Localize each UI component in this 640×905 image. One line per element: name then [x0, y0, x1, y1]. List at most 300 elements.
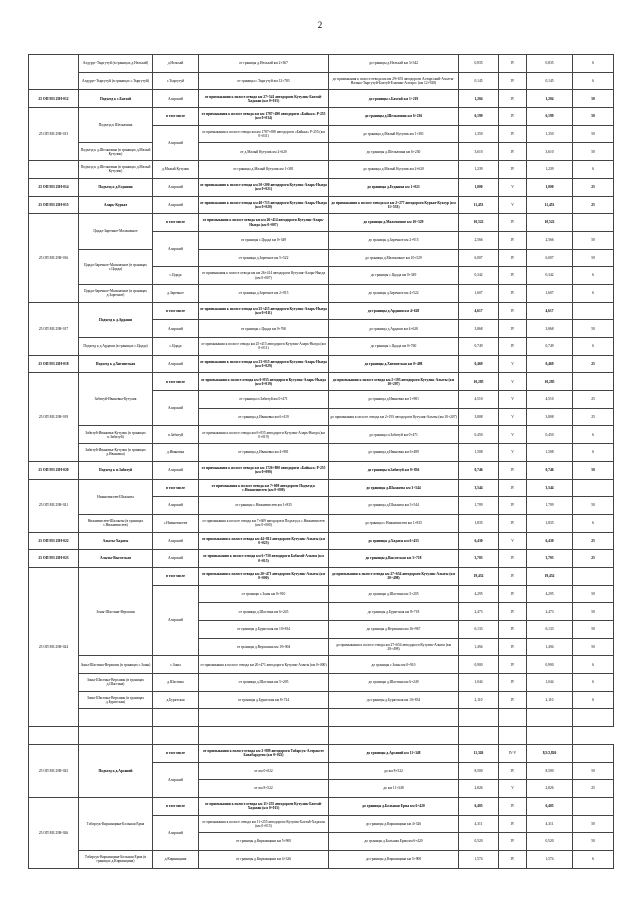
table-cell: до границы д.Киркинцина км 5+900: [329, 850, 459, 868]
table-cell: 6,007: [459, 249, 499, 267]
table-row: [29, 709, 614, 727]
table-cell: до границы д.Шелкачина км 6+230: [329, 143, 459, 161]
table-cell: до границы д.Егдашна км 1+021: [329, 178, 459, 196]
table-cell: IV: [499, 656, 527, 674]
table-cell: V: [499, 532, 527, 550]
table-row: [29, 426, 614, 444]
table-cell: от примыкания к полосе отвода км 20+471 автодороги Кутулик-Алыты (км 0+000): [199, 567, 329, 585]
table-cell: 25 ОП МЗ 25Н-026: [29, 797, 79, 868]
table-row: [29, 214, 614, 232]
table-cell: 2,826: [527, 780, 573, 798]
table-cell: до границы д.Ардаши км 4+628: [329, 302, 459, 320]
table-cell: 50: [573, 621, 614, 639]
table-cell: 1,508: [527, 444, 573, 462]
table-cell: 6,430: [459, 532, 499, 550]
table-cell: от границы д.Малый Кутулик км 1+381: [199, 161, 329, 179]
table-cell: 8,500: [527, 762, 573, 780]
table-cell: до границы д.Высотская км 3+718: [329, 550, 459, 568]
table-cell: 3,544: [459, 479, 499, 497]
table-cell: Табарсук-Киркинцина-Большая Ерма: [79, 797, 153, 850]
table-cell: 50: [573, 638, 614, 656]
table-cell: Зоны-Шастина-Верхшин (в границах с.Зоны): [79, 656, 153, 674]
table-cell: IV: [499, 249, 527, 267]
table-cell: до границы д.Шелкачина км 6+236: [329, 108, 459, 126]
table-cell: до примыкания к полосе отвода км 2+193 автодороги Кутулик-Алыты (км 10+207): [329, 408, 459, 426]
table-cell: 2,473: [459, 603, 499, 621]
table-cell: V: [499, 355, 527, 373]
table-cell: от границы д.Шастина км 5+205: [199, 674, 329, 692]
table-cell: от примыкания к полосе отвода км 7+609 автодороги Подъезд к с.Нижнеиисеев (км 0+000): [199, 514, 329, 532]
table-cell: 1,574: [459, 850, 499, 868]
table-cell: 2,566: [527, 231, 573, 249]
table-cell: д.Бурятская: [153, 691, 199, 709]
table-cell: 2,473: [527, 603, 573, 621]
table-cell: 25: [573, 780, 614, 798]
table-cell: Аларский: [153, 90, 199, 108]
table-cell: 25: [573, 408, 614, 426]
table-cell: Аларский: [153, 532, 199, 550]
table-cell: 6,133: [459, 621, 499, 639]
table-cell: [153, 727, 199, 745]
table-cell: от границы д.Киркинцина км 5+900: [199, 833, 329, 851]
table-cell: 50: [573, 815, 614, 833]
table-cell: Аларский: [153, 355, 199, 373]
table-cell: д.Ивановка: [153, 444, 199, 462]
table-cell: от границы д.Верхшина км 19+004: [199, 638, 329, 656]
table-cell: 50: [573, 143, 614, 161]
table-cell: 50: [573, 249, 614, 267]
table-cell: 2,110: [527, 691, 573, 709]
table-cell: [573, 744, 614, 762]
table-cell: 25 ОП МЗ 25Н-013: [29, 108, 79, 161]
table-cell: [573, 797, 614, 815]
table-cell: от примыкания к полосе отвода км 25+415 автодороги Кутулик-Аларь-Ныгда (км 0+011): [199, 302, 329, 320]
table-cell: д.Киркинцина: [153, 850, 199, 868]
table-cell: до границы д.Шаланты км 3+544: [329, 479, 459, 497]
table-cell: от км 8+522: [199, 780, 329, 798]
roads-table: [28, 54, 614, 869]
table-cell: 1,000: [459, 178, 499, 196]
table-cell: с.Зоны: [153, 656, 199, 674]
table-cell: от границы д.Ивановка км 6+419: [199, 408, 329, 426]
table-cell: 0,749: [527, 338, 573, 356]
table-cell: от примыкания к полосе отвода км 44+812 автодороги Кутулик-Алыты (км 0+025): [199, 532, 329, 550]
table-cell: от границы д.Бурятская км 8+724: [199, 691, 329, 709]
table-cell: 0,520: [459, 833, 499, 851]
table-cell: 0,520: [527, 833, 573, 851]
table-cell: в том числе: [153, 797, 199, 815]
table-cell: до границы д.Бурятская км 10+834: [329, 691, 459, 709]
table-cell: Аларский: [153, 196, 199, 214]
table-cell: до границы д.Заречное км 2+915: [329, 231, 459, 249]
table-cell: Аларский: [153, 391, 199, 426]
table-cell: до границы д.Ивановка км 6+489: [329, 444, 459, 462]
table-cell: IV: [499, 833, 527, 851]
table-cell: от примыкания к полосе отвода км 20+471 автодороги Кутулик-Алыты (км 0+000): [199, 656, 329, 674]
table-cell: 1,044: [459, 674, 499, 692]
table-cell: 3,544: [527, 479, 573, 497]
table-row: [29, 90, 614, 108]
table-cell: 0,900: [459, 656, 499, 674]
table-cell: от примыкания к полосе отвода км 50+200 автодороги Кутулик-Аларь-Ныгда (км 0+021): [199, 178, 329, 196]
table-cell: 50: [573, 320, 614, 338]
table-row: [29, 850, 614, 868]
table-cell: 6: [573, 691, 614, 709]
table-cell: 25 ОП МЗ 25Н-020: [29, 461, 79, 479]
table-cell: до границы с.Ццада км 0+349: [329, 267, 459, 285]
table-cell: 6: [573, 850, 614, 868]
table-cell: [29, 161, 79, 179]
table-cell: от границы с.Зоны км 0+910: [199, 585, 329, 603]
table-cell: 6,430: [527, 532, 573, 550]
table-cell: 10,522: [459, 214, 499, 232]
table-cell: IV: [499, 550, 527, 568]
table-cell: 6,199: [527, 108, 573, 126]
table-cell: от границы д.Заречное км 5+522: [199, 249, 329, 267]
table-cell: [573, 214, 614, 232]
table-cell: 1,204: [459, 90, 499, 108]
table-cell: от границы д.Шастина км 6+245: [199, 603, 329, 621]
table-row: [29, 143, 614, 161]
table-cell: [153, 709, 199, 727]
table-cell: 25: [573, 196, 614, 214]
table-cell: 2,110: [459, 691, 499, 709]
table-cell: 0,450: [459, 426, 499, 444]
table-cell: Подъезд к с.Бахтай: [79, 90, 153, 108]
table-cell: Алыты-Высотская: [79, 550, 153, 568]
table-row: [29, 550, 614, 568]
table-cell: в том числе: [153, 108, 199, 126]
table-row: [29, 479, 614, 497]
table-cell: 1,607: [459, 284, 499, 302]
table-cell: [459, 709, 499, 727]
table-cell: 25 ОП МЗ 25Н-021: [29, 479, 79, 532]
table-row: [29, 744, 614, 762]
table-cell: 6,405: [459, 797, 499, 815]
table-cell: 25 ОП МЗ 25Н-016: [29, 214, 79, 302]
table-cell: 1,204: [527, 90, 573, 108]
table-cell: от примыкания к полосе отвода км км 26+414 автодороги Кутулик-Аларь-Ныгда (км 0+007): [199, 267, 329, 285]
table-cell: 3,703: [459, 550, 499, 568]
table-cell: 4,295: [459, 585, 499, 603]
table-cell: 50: [573, 833, 614, 851]
table-cell: 0,749: [459, 338, 499, 356]
table-cell: от примыкания к полосе отвода км 40+713 автодороги Кутулик-Аларь-Ныгда (км 0+020): [199, 196, 329, 214]
table-cell: до границы д.Шастина км 6+249: [329, 674, 459, 692]
table-cell: 3,703: [527, 550, 573, 568]
table-cell: Нижнеиисеев-Шаланты (в границах с.Нижнеиисеев): [79, 514, 153, 532]
table-cell: до границы д.Мальчачное км 10+529: [329, 249, 459, 267]
table-cell: 25 ОП МЗ 25Н-012: [29, 90, 79, 108]
table-cell: от границы п.Забитуй км 0+471: [199, 391, 329, 409]
table-cell: от примыкания к полосе отвода км 6+055 автодороги Кутулик-Аларь-Ныгда (км 0+019): [199, 373, 329, 391]
table-cell: Алдуруг-Тыргутуй (в границах д.Нельхай): [79, 55, 153, 73]
table-cell: до границы д.Мальчачное км 10+529: [329, 214, 459, 232]
table-cell: 50: [573, 461, 614, 479]
table-cell: 1,239: [527, 161, 573, 179]
table-cell: до границы с.Ццада км 0+760: [329, 338, 459, 356]
table-cell: Аларский: [153, 231, 199, 266]
table-cell: [29, 55, 79, 90]
table-cell: 0,469: [527, 355, 573, 373]
table-cell: Подъезд к Шелкачина: [79, 108, 153, 143]
table-row: [29, 691, 614, 709]
table-cell: 6: [573, 55, 614, 73]
table-cell: Алыты-Хадаты: [79, 532, 153, 550]
table-cell: 2,566: [459, 231, 499, 249]
table-cell: IV: [499, 850, 527, 868]
table-cell: IV: [499, 815, 527, 833]
table-cell: до границы д.Нельхай км 3+342: [329, 55, 459, 73]
table-cell: 1,000: [527, 178, 573, 196]
table-row: [29, 108, 614, 126]
table-cell: 10,285: [527, 373, 573, 391]
table-cell: 3,610: [527, 143, 573, 161]
table-cell: от примыкания к полосе отвода км км 1726+800 автодороги «Байкал» Р-255 (км 0+090): [199, 461, 329, 479]
table-cell: IV: [499, 585, 527, 603]
table-cell: от примыкания к полосе отвода км км 26+414 автодороги Кутулик-Аларь-Ныгда (км 0+007): [199, 214, 329, 232]
table-cell: до км 8+522: [329, 762, 459, 780]
table-cell: 25 ОП МЗ 25Н-022: [29, 532, 79, 550]
table-cell: V: [499, 408, 527, 426]
table-cell: до примыкания к полосе отвода км 27+654 автодороги Кутулик-Алыты (км 20+498): [329, 567, 459, 585]
table-cell: IV: [499, 90, 527, 108]
table-cell: Алдуруг-Тыргутуй (в границах с.Тыргутуй): [79, 72, 153, 90]
table-cell: от примыкания к полосе отвода км 25+415 автодороги Кутулик-Аларь-Ныгда (км 0+011): [199, 338, 329, 356]
table-cell: V: [499, 426, 527, 444]
table-cell: до границы д.Шаланты км 3+544: [329, 497, 459, 515]
table-cell: IV: [499, 143, 527, 161]
table-cell: до примыкания к полосе отвода км км 29+653 автодороги Алтарсский-Ахолты-Налько-Тыргутуй-Бахтуй-Елаенко-Алтарсс (км 12+928): [329, 72, 459, 90]
table-row: [29, 727, 614, 745]
table-cell: [527, 727, 573, 745]
table-cell: IV: [499, 284, 527, 302]
table-cell: 0,469: [459, 355, 499, 373]
table-cell: от границы с.Ццада км 0+349: [199, 231, 329, 249]
table-cell: д.Шастина: [153, 674, 199, 692]
table-cell: Аларский: [153, 125, 199, 160]
table-cell: до примыкания к полосе отвода км 27+654 автодороги Кутулик-Алыты (км 20+498): [329, 638, 459, 656]
table-cell: до границы д.Большая Ерма км 6+420: [329, 833, 459, 851]
table-cell: 6: [573, 514, 614, 532]
table-cell: 50: [573, 90, 614, 108]
table-cell: 1,494: [459, 638, 499, 656]
table-cell: 11,326: [459, 744, 499, 762]
table-cell: IV: [499, 691, 527, 709]
table-cell: 25 ОП МЗ 25Н-014: [29, 178, 79, 196]
table-row: [29, 656, 614, 674]
table-cell: 1,835: [459, 514, 499, 532]
table-cell: 6: [573, 674, 614, 692]
table-cell: [573, 373, 614, 391]
table-cell: 6,133: [527, 621, 573, 639]
table-cell: от примыкания к полосе отвода км 6+750 автодороги Бабагай-Алыты (км 0+015): [199, 550, 329, 568]
table-cell: [573, 479, 614, 497]
table-cell: 25: [573, 550, 614, 568]
table-cell: от примыкания к полосе отвода км 11+255 автодороги Кутулик-Бахтай-Хадахан (км 0+015): [199, 815, 329, 833]
table-cell: 3,808: [527, 408, 573, 426]
table-cell: 6: [573, 444, 614, 462]
table-cell: [329, 727, 459, 745]
table-row: [29, 249, 614, 267]
table-cell: 1,350: [527, 125, 573, 143]
table-cell: 4,295: [527, 585, 573, 603]
table-cell: 0,746: [459, 461, 499, 479]
table-cell: до границы п.Забитуй км 0+471: [329, 426, 459, 444]
table-cell: IV: [499, 55, 527, 73]
table-row: [29, 444, 614, 462]
table-cell: от примыкания к полосе отвода км 27+541 автодороги Кутулик-Бахтай-Хадахан (км 0+015): [199, 90, 329, 108]
table-cell: 1,709: [459, 497, 499, 515]
table-cell: до границы д.Ардаши км 4+628: [329, 320, 459, 338]
table-cell: до границы д.Заречное км 4+522: [329, 284, 459, 302]
table-cell: с.Ццада: [153, 338, 199, 356]
table-cell: в том числе: [153, 479, 199, 497]
table-cell: 6,007: [527, 249, 573, 267]
table-cell: Зоны-Шастина-Верхшин (в границах д.Бурятская): [79, 691, 153, 709]
table-row: [29, 72, 614, 90]
table-cell: IV: [499, 231, 527, 249]
table-row: [29, 797, 614, 815]
table-cell: 6: [573, 72, 614, 90]
page-number: 2: [317, 20, 323, 30]
table-cell: Ццада-Заречное-Мальчачное: [79, 214, 153, 249]
table-cell: до границы д.Малый Кутулик км 2+620: [329, 161, 459, 179]
table-cell: IV: [499, 338, 527, 356]
table-cell: с.Ццада: [153, 267, 199, 285]
table-cell: от границы д.Киркинцина км 4+326: [199, 850, 329, 868]
roads-table-wrapper: [28, 54, 613, 869]
table-cell: IV: [499, 797, 527, 815]
table-cell: от примыкания к полосе отвода км 6+055 автодороги Кутулик-Аларь-Ныгда (км 0+019): [199, 426, 329, 444]
table-cell: до границы д.Малый Кутулик км 1+381: [329, 125, 459, 143]
table-cell: 6,199: [459, 108, 499, 126]
table-body: [29, 55, 614, 869]
table-cell: V: [499, 444, 527, 462]
table-cell: 50: [573, 108, 614, 126]
table-cell: 6: [573, 284, 614, 302]
table-cell: 6: [573, 161, 614, 179]
table-cell: [573, 709, 614, 727]
table-cell: от границы д.Заречное км 2+915: [199, 284, 329, 302]
table-cell: V: [499, 178, 527, 196]
table-cell: 4,510: [527, 391, 573, 409]
table-cell: 0,746: [527, 461, 573, 479]
table-cell: IV: [499, 320, 527, 338]
table-cell: IV: [499, 72, 527, 90]
table-cell: Подъезд к д.Хигинтская: [79, 355, 153, 373]
table-row: [29, 461, 614, 479]
table-cell: с.Тыргутуй: [153, 72, 199, 90]
table-cell: от границы д.Бурятская км 10+834: [199, 621, 329, 639]
table-cell: от границы с.Тыргутуй км 12+783: [199, 72, 329, 90]
table-cell: до км 11+348: [329, 780, 459, 798]
table-cell: 25: [573, 532, 614, 550]
table-cell: 4,510: [459, 391, 499, 409]
table-cell: V: [499, 780, 527, 798]
table-cell: д.Малый Кутулик: [153, 161, 199, 179]
table-row: [29, 355, 614, 373]
table-cell: Аларь-Куркат: [79, 196, 153, 214]
table-cell: в том числе: [153, 373, 199, 391]
table-cell: 19,452: [527, 567, 573, 585]
table-cell: в том числе: [153, 214, 199, 232]
table-cell: Ццада-Заречное-Мальчачное (в границах д.Заречное): [79, 284, 153, 302]
table-cell: [459, 727, 499, 745]
table-cell: 6: [573, 267, 614, 285]
table-cell: 50: [573, 497, 614, 515]
table-cell: 25: [573, 355, 614, 373]
table-cell: 10,285: [459, 373, 499, 391]
table-cell: 0,450: [527, 426, 573, 444]
table-cell: IV: [499, 497, 527, 515]
table-row: [29, 338, 614, 356]
table-cell: Ццада-Заречное-Мальчачное (в границах с.Ццада): [79, 249, 153, 284]
table-cell: от д.Малый Кутулик км 2+620: [199, 143, 329, 161]
table-cell: Подъезд к д.Ардаши: [79, 302, 153, 337]
table-cell: 25 ОП МЗ 25Н-018: [29, 355, 79, 373]
table-cell: от примыкания к полосе отвода км 7+609 автодороги Подъезд к с.Нижнеиисеев (км 0+000): [199, 479, 329, 497]
table-cell: 11,453: [459, 196, 499, 214]
table-cell: 3,808: [459, 408, 499, 426]
table-cell: от км 0+022: [199, 762, 329, 780]
table-cell: 1,835: [527, 514, 573, 532]
table-cell: Аларский: [153, 585, 199, 656]
table-cell: 8,500: [459, 762, 499, 780]
table-cell: 6: [573, 426, 614, 444]
table-cell: 0,342: [459, 267, 499, 285]
table-row: [29, 302, 614, 320]
table-cell: 0,835: [459, 55, 499, 73]
table-cell: 1,709: [527, 497, 573, 515]
table-cell: IV: [499, 479, 527, 497]
table-cell: 3,868: [459, 320, 499, 338]
table-cell: Зоны-Шастина-Верхшин (в границах д.Шастина): [79, 674, 153, 692]
table-row: [29, 373, 614, 391]
table-row: [29, 178, 614, 196]
table-cell: 3,868: [527, 320, 573, 338]
table-cell: до границы д.Хигинтская км 0+498: [329, 355, 459, 373]
table-cell: Забитуй-Ивановка-Кутулик: [79, 373, 153, 426]
table-cell: до границы п.Забитуй км 0+836: [329, 461, 459, 479]
table-cell: Подъезд к д.Шелкачина (в границах д.Малый Кутулик): [79, 161, 153, 179]
table-cell: до границы с.Бахтай км 1+219: [329, 90, 459, 108]
table-cell: IV: [499, 514, 527, 532]
table-cell: [573, 302, 614, 320]
table-cell: Аларский: [153, 497, 199, 515]
table-cell: IV: [499, 603, 527, 621]
table-cell: до границы д.Бурятская км 8+718: [329, 603, 459, 621]
table-cell: 10,522: [527, 214, 573, 232]
table-cell: Аларский: [153, 178, 199, 196]
table-cell: 1,508: [459, 444, 499, 462]
table-cell: Табарсук-Киркинцина-Большая Ерма (в границах д.Киркинцина): [79, 850, 153, 868]
table-cell: от границы д.Нельхай км 2+367: [199, 55, 329, 73]
table-cell: 6: [573, 656, 614, 674]
table-cell: 25 ОП МЗ 25Н-017: [29, 302, 79, 355]
table-cell: до границы д.Шастина км 5+205: [329, 585, 459, 603]
table-cell: 50: [573, 125, 614, 143]
table-row: [29, 55, 614, 73]
table-cell: V: [499, 373, 527, 391]
table-cell: IV: [499, 621, 527, 639]
table-cell: до примыкания к полосе отвода км 2+193 автодороги Кутулик-Алыты (км 10+207): [329, 373, 459, 391]
table-cell: 50: [573, 231, 614, 249]
table-cell: Аларский: [153, 320, 199, 338]
table-cell: [329, 709, 459, 727]
table-cell: 25 ОП МЗ 25Н-019: [29, 373, 79, 461]
table-cell: Аларский: [153, 815, 199, 850]
